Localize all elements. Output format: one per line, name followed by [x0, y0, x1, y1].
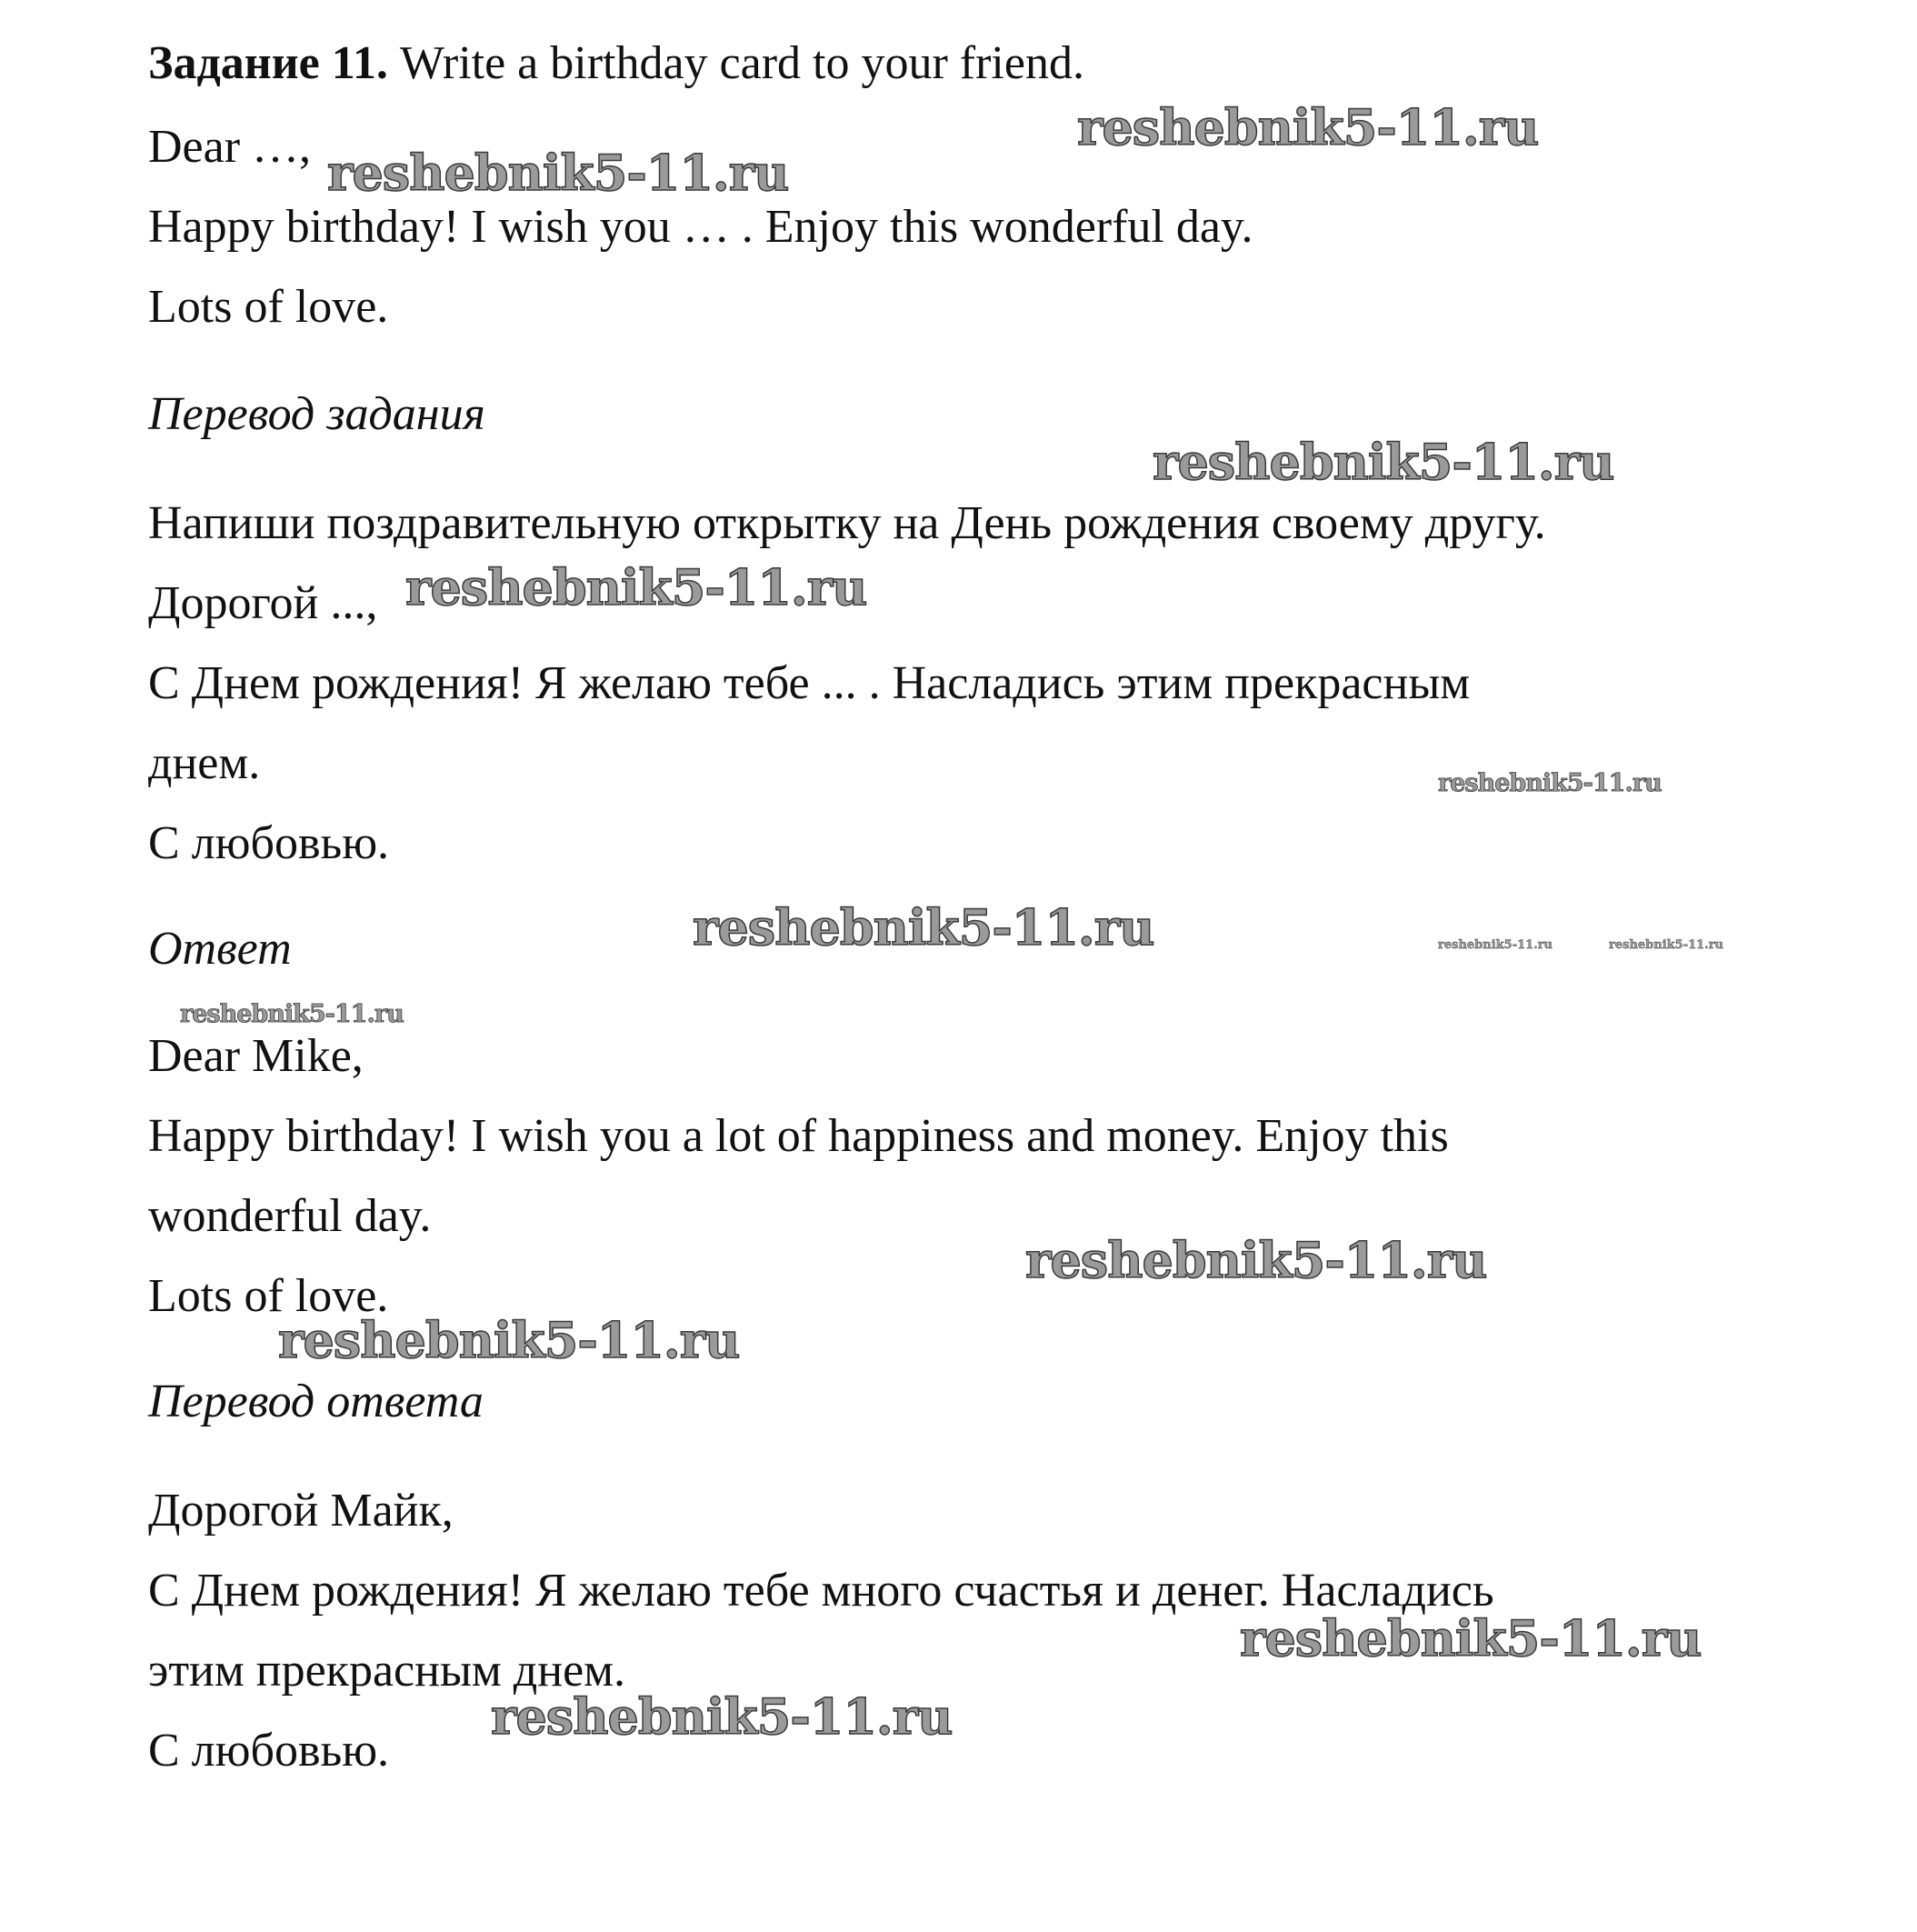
watermark: reshebnik5-11.ru [1153, 433, 1614, 491]
task-translation-instruction: Напиши поздравительную открытку на День рождения своему другу. [148, 497, 1546, 549]
answer-translation-heading: Перевод ответа [148, 1376, 484, 1427]
watermark: reshebnik5-11.ru [1438, 769, 1662, 797]
task-translation-closing: С любовью. [148, 817, 390, 869]
template-closing: Lots of love. [148, 281, 389, 333]
task-label: Задание 11. [148, 37, 388, 89]
watermark: reshebnik5-11.ru [693, 898, 1154, 956]
watermark: reshebnik5-11.ru [278, 1311, 740, 1369]
watermark: reshebnik5-11.ru [405, 558, 867, 616]
watermark: reshebnik5-11.ru [1609, 938, 1724, 952]
answer-translation-closing: С любовью. [148, 1725, 390, 1777]
answer-heading: Ответ [148, 923, 292, 975]
template-body: Happy birthday! I wish you … . Enjoy this wonderful day. [148, 201, 1253, 253]
task-translation-greeting: Дорогой ..., [148, 577, 378, 629]
answer-body-line2: wonderful day. [148, 1190, 432, 1242]
task-heading [148, 36, 1084, 91]
watermark: reshebnik5-11.ru [1025, 1231, 1487, 1289]
answer-translation-greeting: Дорогой Майк, [148, 1485, 454, 1537]
answer-translation-body-line1: С Днем рождения! Я желаю тебе много счастья и денег. Насладись [148, 1565, 1494, 1617]
answer-translation-body-line2: этим прекрасным днем. [148, 1645, 626, 1697]
template-greeting: Dear …, [148, 121, 312, 173]
answer-closing: Lots of love. [148, 1270, 389, 1322]
task-translation-body-line2: днем. [148, 737, 261, 789]
task-translation-heading: Перевод задания [148, 388, 485, 440]
watermark: reshebnik5-11.ru [1240, 1609, 1702, 1667]
task-translation-body-line1: С Днем рождения! Я желаю тебе ... . Насладись этим прекрасным [148, 657, 1471, 709]
answer-greeting: Dear Mike, [148, 1030, 364, 1082]
watermark: reshebnik5-11.ru [327, 144, 789, 202]
watermark: reshebnik5-11.ru [1077, 98, 1539, 156]
answer-body-line1: Happy birthday! I wish you a lot of happiness and money. Enjoy this [148, 1110, 1449, 1162]
watermark: reshebnik5-11.ru [491, 1687, 953, 1746]
watermark: reshebnik5-11.ru [180, 1000, 404, 1028]
watermark: reshebnik5-11.ru [1438, 938, 1553, 952]
task-instruction: Write a birthday card to your friend. [399, 37, 1084, 89]
